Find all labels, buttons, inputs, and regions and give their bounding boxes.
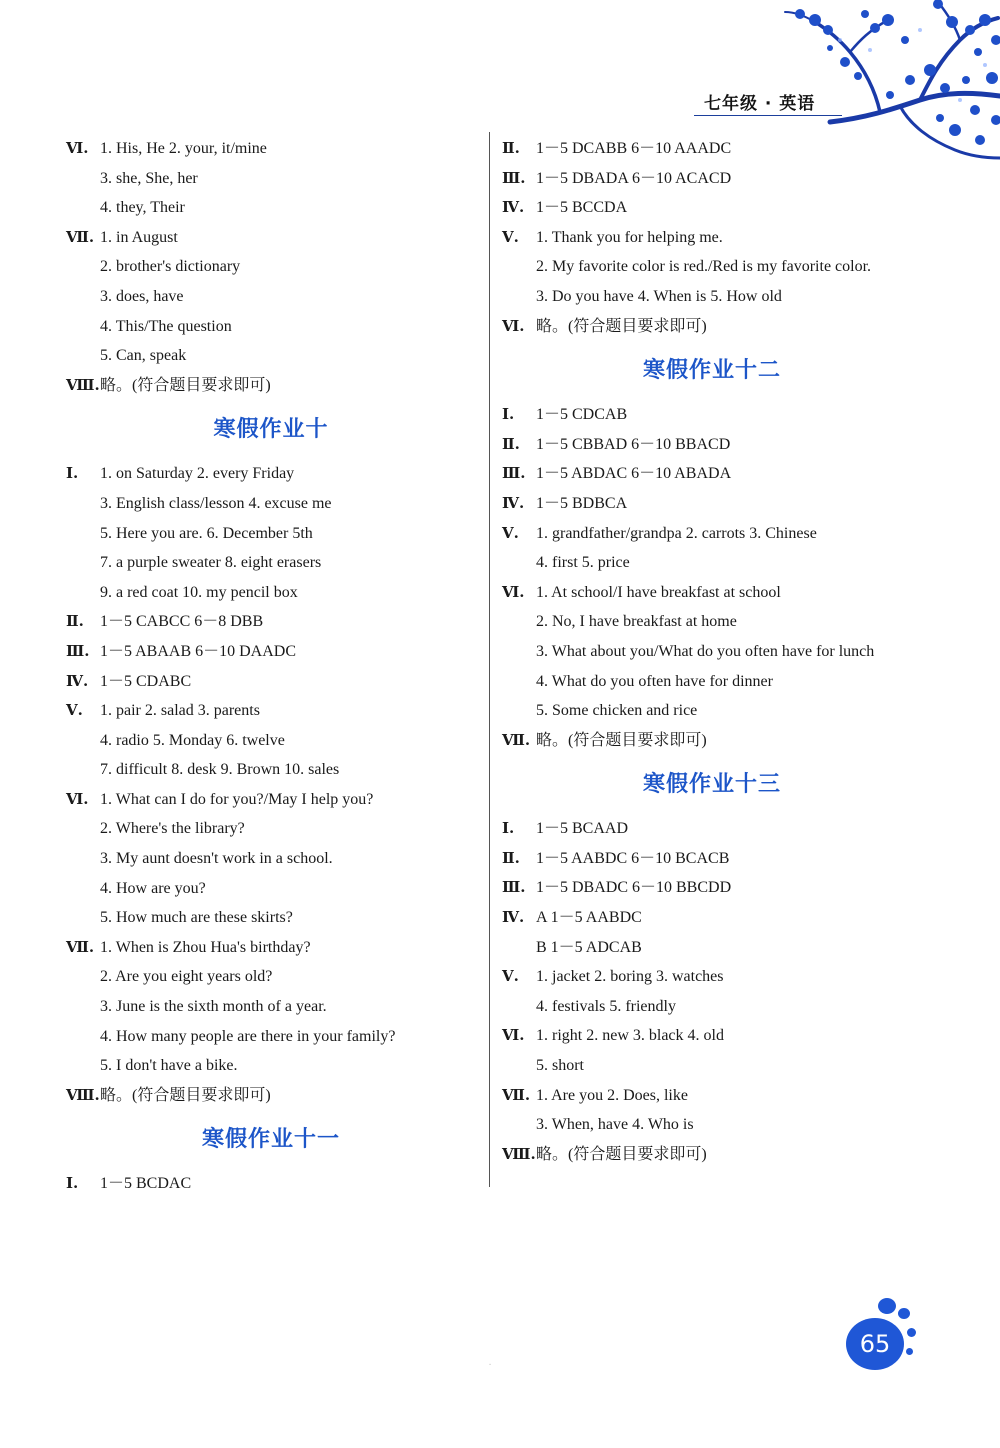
answer-text: 1－5 CDCAB <box>536 406 628 424</box>
answer-text: 1. right 2. new 3. black 4. old <box>536 1027 724 1045</box>
answer-text: 略。(符合题目要求即可) <box>100 1086 271 1104</box>
question-number: Ⅷ. <box>66 375 100 394</box>
answer-line <box>502 1021 922 1051</box>
answer-text: 9. a red coat 10. my pencil box <box>100 583 298 601</box>
answer-text: 5. I don't have a bike. <box>100 1057 238 1075</box>
answer-line <box>502 252 922 282</box>
answer-line <box>502 1110 922 1140</box>
answer-line <box>66 874 476 904</box>
answer-line <box>502 903 922 933</box>
answer-line <box>502 814 922 844</box>
answer-line <box>502 193 922 223</box>
answer-text: 1. in August <box>100 228 178 246</box>
answer-line <box>502 134 922 164</box>
question-number: Ⅲ. <box>502 464 526 483</box>
answer-line <box>66 755 476 785</box>
answer-line <box>502 459 922 489</box>
answer-text: 1－5 CDABC <box>100 672 192 690</box>
answer-text: 1. When is Zhou Hua's birthday? <box>100 938 311 956</box>
answer-line <box>66 667 476 697</box>
answer-line <box>502 164 922 194</box>
answer-line <box>502 578 922 608</box>
answer-text: 1－5 ABDAC 6－10 ABADA <box>536 465 732 483</box>
answer-text: 5. Here you are. 6. December 5th <box>100 524 313 542</box>
answer-line <box>502 223 922 253</box>
question-number: Ⅶ. <box>66 227 95 246</box>
answer-text: 1. His, He 2. your, it/mine <box>100 140 267 157</box>
answer-line <box>502 873 922 903</box>
page-number-badge <box>836 1296 926 1376</box>
answer-text: 2. Where's the library? <box>100 820 245 838</box>
answer-line <box>502 430 922 460</box>
question-number: Ⅳ. <box>502 908 525 927</box>
paw-dots-icon <box>906 1348 913 1355</box>
answer-text: 3. Do you have 4. When is 5. How old <box>536 287 782 305</box>
answer-text: 1. on Saturday 2. every Friday <box>100 465 295 483</box>
answer-line <box>502 1140 922 1170</box>
question-number: Ⅵ. <box>502 316 525 335</box>
answer-text: 2. Are you eight years old? <box>100 968 273 986</box>
question-number: Ⅳ. <box>502 198 525 217</box>
answer-text: 略。(符合题目要求即可) <box>536 317 707 335</box>
answer-line <box>66 903 476 933</box>
question-number: Ⅴ. <box>502 227 519 246</box>
paw-dots-icon <box>898 1308 910 1319</box>
question-number: Ⅴ. <box>66 701 83 720</box>
answer-line <box>66 637 476 667</box>
section-heading: 寒假作业十 <box>213 417 329 443</box>
answer-line <box>502 844 922 874</box>
question-number: Ⅱ. <box>502 139 520 157</box>
answer-text: 4. radio 5. Monday 6. twelve <box>100 731 285 749</box>
answer-text: 3. When, have 4. Who is <box>536 1116 694 1134</box>
answer-text: 4. This/The question <box>100 317 232 335</box>
answer-line <box>502 726 922 756</box>
column-divider <box>489 132 490 1187</box>
question-number: Ⅰ. <box>502 405 515 424</box>
answer-text: 1－5 DCABB 6－10 AAADC <box>536 140 732 157</box>
answer-line <box>502 667 922 697</box>
answer-line <box>66 193 476 223</box>
answer-line <box>66 814 476 844</box>
answer-line <box>66 607 476 637</box>
answer-text: 1. jacket 2. boring 3. watches <box>536 968 724 986</box>
section-heading: 寒假作业十二 <box>642 358 781 384</box>
question-number: Ⅷ. <box>66 1085 100 1104</box>
question-number: Ⅰ. <box>502 819 515 838</box>
question-number: Ⅱ. <box>502 848 520 867</box>
answer-text: 1－5 BCAAD <box>536 820 629 838</box>
answer-text: 2. My favorite color is red./Red is my favorite color. <box>536 258 872 276</box>
answer-text: 1－5 ABAAB 6－10 DAADC <box>100 642 297 660</box>
answer-line <box>66 933 476 963</box>
answer-text: 1. pair 2. salad 3. parents <box>100 702 260 720</box>
answer-text: 4. How many people are there in your family? <box>100 1027 396 1045</box>
section-heading: 寒假作业十一 <box>201 1127 340 1153</box>
answer-line <box>502 312 922 342</box>
answer-line <box>66 134 476 164</box>
answer-line <box>66 371 476 401</box>
answer-line <box>502 400 922 430</box>
answer-text: 7. difficult 8. desk 9. Brown 10. sales <box>100 761 340 779</box>
paw-dots-icon <box>907 1328 916 1337</box>
answer-line <box>66 252 476 282</box>
header-label: 七年级 · 英语 <box>704 94 816 114</box>
answer-text: 3. What about you/What do you often have for lunch <box>536 642 875 660</box>
answer-text: 3. she, She, her <box>100 169 198 187</box>
answer-text: 7. a purple sweater 8. eight erasers <box>100 554 322 572</box>
answer-text: 略。(符合题目要求即可) <box>536 731 707 749</box>
answer-text: 1－5 AABDC 6－10 BCACB <box>536 849 730 867</box>
answer-line <box>66 578 476 608</box>
header-rule <box>694 115 842 116</box>
question-number: Ⅲ. <box>66 641 90 660</box>
question-number: Ⅷ. <box>502 1144 536 1163</box>
answer-line <box>66 1051 476 1081</box>
answer-text: 1. Are you 2. Does, like <box>536 1086 688 1104</box>
gutter-mark: · <box>488 1360 492 1371</box>
answer-text: 略。(符合题目要求即可) <box>100 376 271 394</box>
question-number: Ⅵ. <box>502 582 525 601</box>
paw-dots-icon <box>878 1298 896 1314</box>
answer-line <box>66 519 476 549</box>
answer-line <box>66 223 476 253</box>
answer-text: 1－5 CABCC 6－8 DBB <box>100 613 264 631</box>
answer-text: 5. short <box>536 1057 584 1075</box>
answer-line <box>502 519 922 549</box>
answer-text: 1－5 CBBAD 6－10 BBACD <box>536 435 731 453</box>
answer-text: 2. brother's dictionary <box>100 258 241 276</box>
answer-line <box>66 1081 476 1111</box>
question-number: Ⅶ. <box>66 937 95 956</box>
answer-text: B 1－5 ADCAB <box>536 938 642 956</box>
answer-text: 4. How are you? <box>100 879 206 897</box>
answer-line <box>66 489 476 519</box>
answer-line <box>66 1169 476 1199</box>
answer-line <box>66 312 476 342</box>
question-number: Ⅳ. <box>66 671 89 690</box>
answer-text: 3. does, have <box>100 287 184 305</box>
answer-text: 4. What do you often have for dinner <box>536 672 773 690</box>
answer-line <box>502 607 922 637</box>
question-number: Ⅱ. <box>502 434 520 453</box>
question-number: Ⅲ. <box>502 168 526 187</box>
answer-text: 1. What can I do for you?/May I help you? <box>100 790 374 808</box>
answer-text: 1. Thank you for helping me. <box>536 228 723 246</box>
answer-line <box>66 785 476 815</box>
answer-line <box>66 548 476 578</box>
answer-text: 1－5 BCCDA <box>536 199 628 217</box>
answer-text: 1. At school/I have breakfast at school <box>536 583 781 601</box>
answer-line <box>502 1081 922 1111</box>
question-number: Ⅴ. <box>502 967 519 986</box>
answer-text: 2. No, I have breakfast at home <box>536 613 737 631</box>
answer-text: 1－5 DBADC 6－10 BBCDD <box>536 879 732 897</box>
answer-text: 4. first 5. price <box>536 554 630 572</box>
question-number: Ⅰ. <box>66 1174 79 1193</box>
question-number: Ⅵ. <box>502 1026 525 1045</box>
answer-line <box>66 844 476 874</box>
answer-line <box>66 459 476 489</box>
answer-line <box>502 933 922 963</box>
question-number: Ⅳ. <box>502 493 525 512</box>
answer-line <box>66 1022 476 1052</box>
question-number: Ⅵ. <box>66 139 89 157</box>
answer-line <box>502 489 922 519</box>
answer-text: 3. My aunt doesn't work in a school. <box>100 850 333 868</box>
answer-text: 4. they, Their <box>100 199 185 217</box>
question-number: Ⅰ. <box>66 464 79 483</box>
answer-line <box>66 341 476 371</box>
right-column <box>502 134 922 1169</box>
answer-line <box>66 962 476 992</box>
answer-line <box>66 696 476 726</box>
question-number: Ⅱ. <box>66 612 84 631</box>
question-number: Ⅶ. <box>502 730 531 749</box>
question-number: Ⅲ. <box>502 878 526 897</box>
answer-text: A 1－5 AABDC <box>536 909 642 927</box>
answer-line <box>502 548 922 578</box>
answer-line <box>502 696 922 726</box>
answer-line <box>502 962 922 992</box>
question-number: Ⅵ. <box>66 789 89 808</box>
answer-text: 1－5 DBADA 6－10 ACACD <box>536 169 732 187</box>
answer-text: 1－5 BDBCA <box>536 494 628 512</box>
answer-line <box>66 164 476 194</box>
page-number: 65 <box>846 1318 904 1370</box>
answer-line <box>66 726 476 756</box>
answer-text: 3. June is the sixth month of a year. <box>100 998 327 1016</box>
answer-text: 略。(符合题目要求即可) <box>536 1145 707 1163</box>
answer-text: 3. English class/lesson 4. excuse me <box>100 494 332 512</box>
section-heading: 寒假作业十三 <box>642 772 781 798</box>
answer-text: 5. Some chicken and rice <box>536 702 698 720</box>
answer-line <box>502 1051 922 1081</box>
answer-text: 5. How much are these skirts? <box>100 909 293 927</box>
answer-text: 5. Can, speak <box>100 347 187 365</box>
answer-line <box>502 637 922 667</box>
answer-text: 1－5 BCDAC <box>100 1175 192 1193</box>
answer-line <box>502 992 922 1022</box>
answer-text: 1. grandfather/grandpa 2. carrots 3. Chinese <box>536 524 817 542</box>
answer-text: 4. festivals 5. friendly <box>536 997 676 1015</box>
question-number: Ⅴ. <box>502 523 519 542</box>
answer-line <box>502 282 922 312</box>
answer-line <box>66 992 476 1022</box>
question-number: Ⅶ. <box>502 1085 531 1104</box>
left-column <box>66 134 476 1199</box>
answer-line <box>66 282 476 312</box>
